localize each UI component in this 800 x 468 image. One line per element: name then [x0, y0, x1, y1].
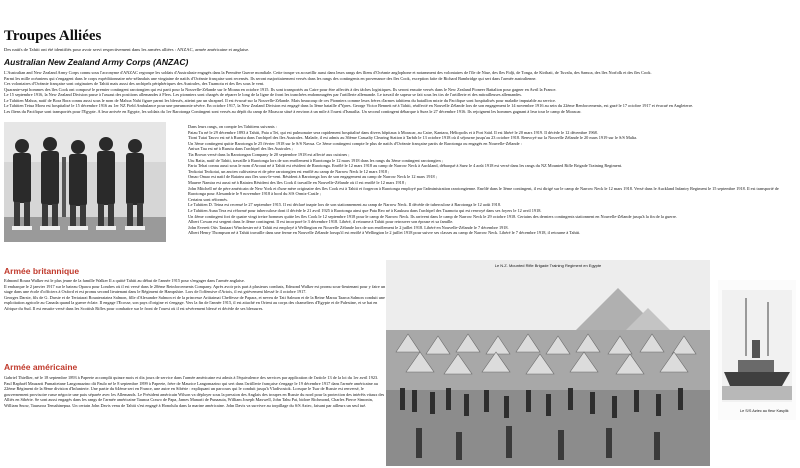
list-item: Aniwa Tau est né à Rurutu dans l'archipel des îles Australes ; [188, 146, 293, 152]
page-title: Troupes Alliées [4, 28, 102, 44]
intro-text: Des natifs de Tahiti ont été identifiés pour avoir servi respectivement dans les armées alliées : ANZAC, armée américaine et anglaise. [4, 47, 250, 52]
paragraph: L'Australian and New Zealand Army Corps connu sous l'acronyme d'ANZAC regroupe les soldats d'Australasie engagés dans la Première Guerre mondiale. Cette troupe va accueillir aussi dans leurs rangs des îliens d'Océanie anglophone et notamment des volontaires de l'île de Niue, des îles Fidji, de Tonga, de Kiribati, de Tuvalu, des Samoa, des îles Norfolk et des îles Cook. [4, 70, 652, 75]
list-item: John Everett Otis Tautaari Winchester né à Tahiti est employé à Wellington en Nouvelle Zélande lors de son enrôlement le 2 juillet 1918. Libéré en Nouvelle-Zélande le 7 décembre 1918. [188, 224, 509, 230]
list-item: Mauere Namira est aussi né à Raiatea Résident des îles Cook il travaille en Nouvelle-Zélande où il est enrôlé le 12 mars 1918 ; [188, 179, 407, 185]
tahitian-soldiers-list [170, 124, 796, 236]
list-item: Utu Ratia, natif de Tahiti, travaille à Rarotonga lors de son enrôlement à Rarotonga le 12 mars 1918 dans les rangs du 3ème contingent rarotongien ; [188, 157, 443, 163]
list-item: Dans leurs rangs, on compte les Tahitiens suivants : [188, 124, 277, 129]
soldiers-group-photo [4, 122, 166, 242]
list-item: Le Tahitien Auna Tera est réformé pour tuberculose dont il décède le 21 avril 1925 à Rarotonga ainsi que Pata Reo né à Kaukura dans l'archipel des Tuamotu qui est renvoyé dans ses foyers le 12 avril 1918. [188, 207, 542, 213]
paragraph: Les îliens du Pacifique sont transportés pour l'Egypte. A leur arrivée en Egypte, les soldats du 1er Rarotonga Contingent sont versés au dépôt du camp de Moascar situé à environ à un mile à l'ouest d'Ismailia. Un second contingent débarque à Suez le 27 décembre 1916. Ils rejoignent les hommes gagnant à leur tour le camp de Moascar. [4, 108, 582, 114]
list-item: Tia Brown versé dans la Rarotongan Company le 20 septembre 1918 est affecté aux cuisines ; [188, 151, 350, 157]
paragraph: Il embarque le 2 janvier 1917 sur le bateau Opawa pour Londres où il est versé dans le 20ème Reinforcements Company. Après avoir pris part à plusieurs combats, Edmond Walker est promu sous-lieutenant pour y faire un stage dans une école d'officiers à Oxford et est promu second lieutenant dans le Régiment de Hampshire. Lors de l'offensive d'Artois, il est grièvement blessé le 4 octobre 1917. [4, 283, 386, 294]
list-item: Albert Henry Thompson né à Tahiti travaille dans une ferme en Nouvelle Zélande lorsqu'il est enrôlé à Wellington le 2 juillet 1918 pour suivre ses classes au camp de Narrow Neck. Libéré le 7 décembre 1918, il retourne à Tahiti. [188, 230, 581, 236]
ship-photo-caption: Le S/S Aztec au fleur Kasylik [740, 409, 789, 413]
list-item: Teokotai Teokotai, un ancien cultivateur et de père rarotongien est enrôlé au camp de Narrow Neck le 12 mars 1918 ; [188, 168, 390, 174]
list-item: Le Tahitien D. Teina est recensé le 27 septembre 1915. Il est déclaré inapte lors de son stationnement au camp de Narrow Neck. Il décède de tuberculose à Rarotonga le 12 août 1918. [188, 202, 502, 208]
paragraph: Edmond Roura Walker est le plus jeune de la famille Walker Il a quitté Tahiti au début de l'année 1915 pour s'engager dans l'armée anglaise. [4, 278, 245, 283]
paragraph: Gabriel Thiellier, né le 18 septembre 1893 à Papeete accomplit quinze mois et dix jours de service dans l'armée américaine est admis à l'équivalence des services par application de l'article 13 de la loi du 1er avril 1923. [4, 375, 379, 380]
paragraph: Ces volontaires d'Océanie française sont originaires de Tahiti mais aussi des archipels périphériques des Australes, des Tuamotu et des îles sous le vent. [4, 81, 265, 86]
list-item: Tioni Tutai Tauvo est né à Rurutu dans l'archipel des îles Australes. Malade, il est admis au 36ème Casualty Clearing Station à Tarbib le 13 octobre 1918 où il séjourne jusqu'au 23 octobre 1918. Renvoyé sur la Nouvelle Zélande le 20 mars 1919 sur le S/S Malta. [188, 135, 638, 141]
british-paragraphs [4, 278, 386, 311]
warship-photo [718, 280, 796, 420]
section-heading-anzac: Australian New Zealand Army Corps (ANZAC) [4, 57, 189, 67]
list-item: John Mitchell né de père américain de New York et d'une mère originaire des îles Cook est à Tahiti et forgeron à Rarotonga employé par l'administration rarotongienne. Enrôlé dans le 3ème contingent, il est dirigé sur le camp de Narrow Neck le 12 mars 1918. Versé dans le Auckland Infantry Regiment le 15 septembre 1918. Il est transporté de Rarotonga pour Alexandrie le 9 novembre 1918 à bord du S/S Ormiz-Castle ; [188, 185, 779, 197]
paragraph: Parmi les mille océaniens qui s'engagent dans le corps expéditionnaire néo-zélandais une vingtaine de natifs d'Océanie française sont recensés. Ils seront majoritairement versés dans les rangs des contingents en provenance des îles Cook, exception faite de Richard Bambridge qui sert dans l'armée australienne. [4, 75, 537, 81]
paragraph: Paul Raphaël Mauzarti Pumaitetane Langomazino dit Paulo né le 8 septembre 1899 à Papeete, frère de Maurice Langomazino qui sert dans l'artillerie française s'engage le 19 décembre 1917 dans l'armée américaine au 22ème Régiment de la 8ème division d'Infanterie. Une partie du 64ème sert en France, une autre en Sibérie : expliquant un parcours qui le conduit jusqu'à Vladivostok. Lorsque le Tsar de Russie est renversé, le gouvernement provisoire russe négocie une paix séparée avec les Allemands. Le Président américain Wilson va déployer sous la pression des Anglais des troupes en Russie du nord pour la protection des intérêts vitaux des Alliés en Sibérie. Se sont aussi engagés dans les rangs de l'armée américaine Taunoa Crawo de Papa, James Manarii de Punaauia, William Joseph Maxwell, John Tahu Pai, bidore Richmond, Charles Pierce Simonin, William Snow, Taururoa Temahinepua. Un certain John Davis venu de Tahiti s'est engagé à Honolulu dans la marine américaine. John Davis va survivre au torpillage du S/S Aztec, faisant par ailleurs un seul tué. [4, 380, 385, 408]
paragraph: Georges Darsie, fils de G. Darsie et de Teriaiarai Rouateraiatea Salmon, fille d'Alexandre Salmon et de la princesse Ariitaimai Cheffesse de Papara, et neveu de Tati Salmon et de la Reine Marau Taaroa Salmon conduit une exploitation agricole au Canada quand la guerre éclate. Il engage l'Ecosse, son pays d'origine et s'engage. Vers la fin de l'année 1915, il est attaché en Orient au corps des chameliers d'Egypte et de Palestine, et se bat en Afrique du Sud. Il est ensuite versé dans les Scottish Rifles pour combattre sur le front de l'ouest où il est sévèrement blessé et décède de ses blessures. [4, 294, 385, 311]
list-item: Certains sont réformés. [188, 196, 228, 202]
list-item: Un 3ème contingent quitte Rarotonga le 25 février 1918 sur le S/S Navua. Ce 3ème contingent compte le plus de natifs d'Océanie française partis de Rarotonga ou engagés en Nouvelle-Zélande : [188, 140, 522, 146]
paragraph: Le 15 septembre 1916, la New Zealand Division passe à l'assaut des positions allemandes à Flers. Les pionniers sont chargés de réparer le long de la ligne de front les tranchées endommagées par l'artillerie allemande. Le travail de sapeur se fait sous les tirs de l'artillerie et des mitrailleuses allemandes. [4, 92, 523, 97]
camp-photo-caption: Le N.Z. Mounted Rifle Brigade Training Regiment en Egypte [494, 263, 602, 268]
list-item: Omao Omao est natif de Raiatea aux îles sous-le-vent. Résident à Rarotonga lors de son engagement au camp de Narrow Neck le 12 mars 1918 ; [188, 174, 437, 180]
paragraph: Le Tahitien Tetua Moea est hospitalisé le 15 décembre 1916 au 1er NZ Field Ambulance pour une pneumonie sévère. En octobre 1917, la New Zealand Division est engagé dans la 3ème bataille d'Ypres. George Victor Bennett né à Tahiti, réaffecté en Nouvelle Zélande lors de son engagement le 14 novembre 1916 au sein du 22ème Renforcements, est gazé le 17 octobre 1917 et évacué en Angleterre. [4, 103, 694, 108]
paragraph: Quarante-sept hommes des îles Cook ont composé le premier contingent rarotongien qui est parti pour la Nouvelle-Zélande sur le Moana en octobre 1915. Ils sont transportés au Caire pour être affectés à des tâches logistiques. Ils seront ensuite versés dans le New Zealand Pioneer Battalion pour gagner en Avril la France. [4, 86, 557, 92]
anzac-paragraphs [4, 70, 796, 114]
american-paragraphs [4, 375, 386, 408]
paragraph: Le Tahitien Mahoa, natif de Bora Bora connu aussi sous le nom de Mahoa Nahi figure parmi les blessés, atteint par un shrapnel. Il est évacué sur la Nouvelle-Zélande. Mais beaucoup de ces Pionniers comme leurs frères d'armes tahitiens du bataillon mixte du Pacifique sont hospitalisés pour maladie imputable au service. [4, 97, 557, 103]
list-item: Un 4ème contingent fort de quatre vingt treize hommes quitte les îles Cook le 12 septembre 1918 pour le camp de Narrow Neck. Ils arrivent dans le camp de Narrow Neck le 29 octobre 1918. Certains des derniers contingents stationnent en Nouvelle-Zélande jusqu'à la fin de la guerre. [188, 213, 678, 219]
army-camp-photo [386, 260, 710, 466]
list-item: Faria Tehai connu aussi sous le nom d'Aroaui né à Tahiti est résident de Rarotonga. Enrôlé le 12 mars 1918 au camp de Narrow Neck à Auckland, débarqué à Suez le 4 août 1918 est versé dans les rangs du NZ Mounted Rifle Brigade Training Regiment. [188, 163, 623, 169]
list-item: Paiau Tu né le 29 décembre 1893 à Tahiti, Paia a Teï, qui est pulmonaire sera rapidement hospitalisé dans divers hôpitaux à Moascar, au Caire, Kantara, Héliopolis et à Port Saïd. Il est libéré le 20 mars 1919. Il décède le 12 décembre 1968. [188, 129, 598, 135]
list-item: Albert Cowan est sergent dans le 4ème contingent. Il est incorporé le 3 décembre 1918. Libéré, il retourne à Tahiti pour retrouver son épouse et sa famille. [188, 219, 454, 225]
section-heading-british: Armée britannique [4, 266, 80, 276]
section-heading-american: Armée américaine [4, 362, 78, 372]
